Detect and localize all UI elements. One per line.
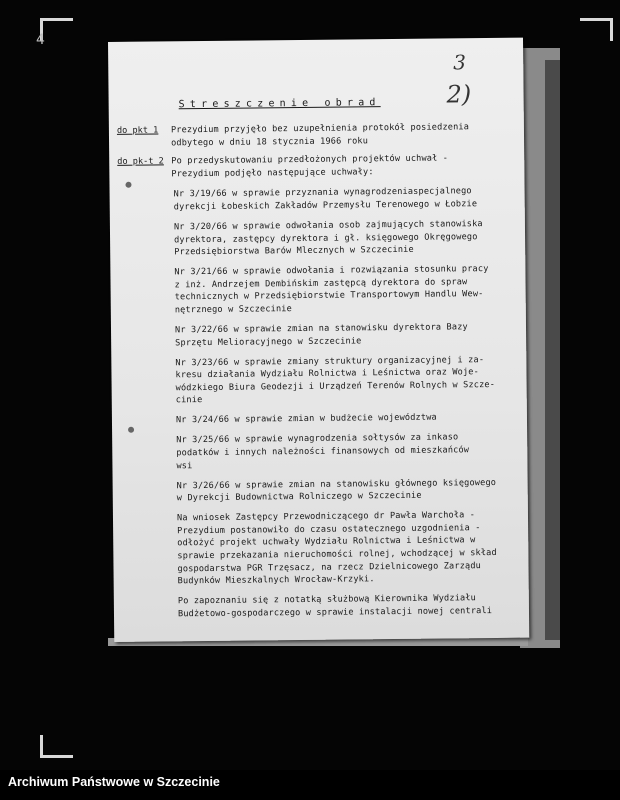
- resolution-text-line: Nr 3/22/66 w sprawie zmian na stanowisku dyrektora Bazy: [174, 322, 468, 336]
- archive-footer: [0, 770, 620, 800]
- handwritten-page-number: 2): [446, 80, 472, 109]
- frame-corner-mark: [40, 735, 73, 758]
- document-title: Streszczenie obrad: [178, 97, 381, 111]
- resolution-text-line: Przedsiębiorstwa Barów Mlecznych w Szczecinie: [174, 244, 414, 258]
- resolution-text-line: Nr 3/23/66 w sprawie zmiany struktury organizacyjnej i za-: [175, 354, 485, 368]
- resolution-text-line: w Dyrekcji Budownictwa Rolniczego w Szczecinie: [176, 490, 422, 504]
- resolution-text-line: Nr 3/26/66 w sprawie zmian na stanowisku głównego księgowego: [176, 477, 497, 491]
- resolution-text-line: Budżetowo-gospodarczego w sprawie instalacji nowej centrali: [177, 605, 493, 620]
- resolution-text-line: z inż. Andrzejem Dembińskim zastępcą dyrektora do spraw: [174, 277, 468, 291]
- resolution-text-line: cinie: [175, 395, 203, 406]
- punch-hole: [125, 182, 131, 188]
- resolution-text-line: Nr 3/20/66 w sprawie odwołania osob zajmujących stanowiska: [173, 219, 483, 233]
- resolution-text-line: Nr 3/21/66 w sprawie odwołania i rozwiązania stosunku pracy: [174, 264, 489, 278]
- punch-hole: [128, 427, 134, 433]
- resolution-text-line: Nr 3/25/66 w sprawie wynagrodzenia sołtysów za inkaso: [176, 432, 459, 446]
- frame-corner-mark: [580, 18, 613, 41]
- resolution-text-line: Nr 3/19/66 w sprawie przyznania wynagrodzeniaspecjalnego: [173, 186, 472, 200]
- resolution-text-line: sprawie przekazania nieruchomości rolnej, wchodzącej w skład: [177, 547, 497, 562]
- resolution-text-line: technicznych w Przedsiębiorstwie Transportowym Handlu Wew-: [174, 289, 484, 303]
- resolution-text-line: dyrekcji Łobeskich Zakładów Przemysłu Terenowego w Łobzie: [173, 199, 478, 213]
- resolution-text-line: Sprzętu Melioracyjnego w Szczecinie: [175, 335, 362, 348]
- resolution-text-line: podatków i innych należności finansowych od mieszkańców: [176, 445, 470, 459]
- underlying-sheet-shadow: [545, 60, 560, 640]
- resolution-text-line: odłożyć projekt uchwały Wydziału Rolnictwa i Leśnictwa w: [177, 535, 476, 549]
- agenda-point-text-line: odbytego w dniu 18 stycznia 1966 roku: [171, 135, 369, 148]
- handwritten-sheet-number: 3: [453, 50, 467, 75]
- resolution-text-line: Po zapoznaniu się z notatką służbową Kierownika Wydziału: [177, 593, 477, 607]
- agenda-point-label: do pk-t 2: [117, 156, 164, 168]
- agenda-point-text-line: Po przedyskutowaniu przedłożonych projektów uchwał -: [171, 153, 449, 167]
- document-page: [108, 38, 529, 642]
- film-edge-number: 4: [36, 32, 45, 48]
- resolution-text-line: Budynków Mieszkalnych Wrocław-Krzyki.: [177, 574, 375, 587]
- resolution-text-line: kresu działania Wydziału Rolnictwa i Leśnictwa oraz Woje-: [175, 367, 480, 381]
- resolution-text-line: Nr 3/24/66 w sprawie zmian w budżecie województwa: [175, 412, 437, 426]
- archive-name: Archiwum Państwowe w Szczecinie: [8, 775, 220, 789]
- resolution-text-line: wsi: [176, 460, 193, 471]
- resolution-text-line: gospodarstwa PGR Trzęsacz, na rzecz Dzielnicowego Zarządu: [177, 560, 482, 574]
- agenda-point-text-line: Prezydium podjęło następujące uchwały:: [171, 167, 374, 180]
- resolution-text-line: wódzkiego Biura Geodezji i Urządzeń Terenów Rolnych w Szcze-: [175, 379, 496, 394]
- agenda-point-label: do pkt 1: [116, 125, 159, 136]
- agenda-point-text-line: Prezydium przyjęło bez uzupełnienia protokół posiedzenia: [170, 122, 470, 136]
- resolution-text-line: Na wniosek Zastępcy Przewodniczącego dr Pawła Warchoła -: [176, 510, 476, 524]
- resolution-text-line: nętrznego w Szczecinie: [174, 304, 292, 316]
- resolution-text-line: dyrektora, zastępcy dyrektora i gł. księgowego Okręgowego: [174, 231, 478, 245]
- resolution-text-line: Prezydium postanowiło do czasu ostatecznego uzgodnienia -: [177, 522, 481, 537]
